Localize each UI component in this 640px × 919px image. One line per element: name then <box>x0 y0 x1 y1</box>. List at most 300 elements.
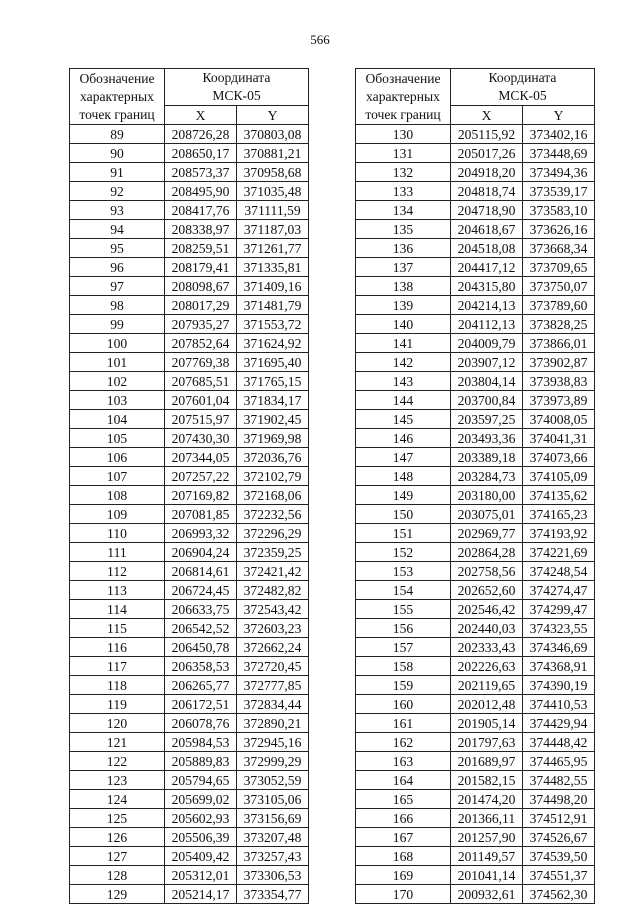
y-cell: 373828,25 <box>523 315 595 334</box>
y-cell: 373207,48 <box>237 828 309 847</box>
point-id-cell: 95 <box>70 239 165 258</box>
point-id-cell: 167 <box>356 828 451 847</box>
y-cell: 372543,42 <box>237 600 309 619</box>
point-id-cell: 92 <box>70 182 165 201</box>
table-row <box>70 220 309 239</box>
table-row <box>356 657 595 676</box>
table-row <box>356 676 595 695</box>
y-cell: 373709,65 <box>523 258 595 277</box>
x-cell: 203180,00 <box>451 486 523 505</box>
point-id-cell: 156 <box>356 619 451 638</box>
y-cell: 373789,60 <box>523 296 595 315</box>
point-id-cell: 161 <box>356 714 451 733</box>
table-row <box>70 676 309 695</box>
x-cell: 204009,79 <box>451 334 523 353</box>
point-id-cell: 105 <box>70 429 165 448</box>
y-cell: 372945,16 <box>237 733 309 752</box>
point-id-cell: 96 <box>70 258 165 277</box>
y-cell: 373494,36 <box>523 163 595 182</box>
x-cell: 201797,63 <box>451 733 523 752</box>
table-row <box>356 429 595 448</box>
x-cell: 207515,97 <box>165 410 237 429</box>
y-cell: 372359,25 <box>237 543 309 562</box>
y-cell: 373257,43 <box>237 847 309 866</box>
point-id-cell: 158 <box>356 657 451 676</box>
y-cell: 372662,24 <box>237 638 309 657</box>
table-row <box>70 790 309 809</box>
table-row <box>70 486 309 505</box>
y-cell: 372168,06 <box>237 486 309 505</box>
x-cell: 205115,92 <box>451 125 523 144</box>
table-row <box>70 619 309 638</box>
x-cell: 202119,65 <box>451 676 523 695</box>
x-cell: 208259,51 <box>165 239 237 258</box>
table-row <box>70 353 309 372</box>
x-cell: 203907,12 <box>451 353 523 372</box>
x-cell: 208338,97 <box>165 220 237 239</box>
table-row <box>70 410 309 429</box>
point-id-cell: 147 <box>356 448 451 467</box>
y-cell: 372102,79 <box>237 467 309 486</box>
point-id-cell: 166 <box>356 809 451 828</box>
table-row <box>70 182 309 201</box>
y-cell: 374193,92 <box>523 524 595 543</box>
table-row <box>356 353 595 372</box>
y-cell: 373354,77 <box>237 885 309 904</box>
y-cell: 372296,29 <box>237 524 309 543</box>
x-cell: 206993,32 <box>165 524 237 543</box>
table-row <box>356 809 595 828</box>
y-cell: 374465,95 <box>523 752 595 771</box>
x-cell: 205699,02 <box>165 790 237 809</box>
table-row <box>356 866 595 885</box>
x-cell: 206358,53 <box>165 657 237 676</box>
point-id-cell: 151 <box>356 524 451 543</box>
table-row <box>70 866 309 885</box>
table-row <box>70 657 309 676</box>
table-row <box>70 885 309 904</box>
table-row <box>356 828 595 847</box>
point-id-cell: 152 <box>356 543 451 562</box>
table-row <box>70 296 309 315</box>
x-cell: 206904,24 <box>165 543 237 562</box>
point-id-cell: 127 <box>70 847 165 866</box>
x-cell: 201689,97 <box>451 752 523 771</box>
x-cell: 207257,22 <box>165 467 237 486</box>
x-cell: 201366,11 <box>451 809 523 828</box>
x-cell: 208098,67 <box>165 277 237 296</box>
x-cell: 207769,38 <box>165 353 237 372</box>
table-row <box>70 581 309 600</box>
table-row <box>356 220 595 239</box>
point-id-cell: 165 <box>356 790 451 809</box>
point-id-cell: 97 <box>70 277 165 296</box>
x-cell: 206724,45 <box>165 581 237 600</box>
y-cell: 372834,44 <box>237 695 309 714</box>
table-row <box>356 695 595 714</box>
x-cell: 200932,61 <box>451 885 523 904</box>
y-cell: 374248,54 <box>523 562 595 581</box>
table-row <box>356 847 595 866</box>
point-id-cell: 124 <box>70 790 165 809</box>
table-row <box>356 790 595 809</box>
point-id-cell: 100 <box>70 334 165 353</box>
y-cell: 374323,55 <box>523 619 595 638</box>
table-row <box>356 448 595 467</box>
y-cell: 372999,29 <box>237 752 309 771</box>
x-cell: 203284,73 <box>451 467 523 486</box>
y-cell: 374346,69 <box>523 638 595 657</box>
table-row <box>70 695 309 714</box>
points-header: Обозначение характерных точек границ <box>356 69 451 125</box>
x-cell: 208017,29 <box>165 296 237 315</box>
y-cell: 374429,94 <box>523 714 595 733</box>
table-row <box>70 505 309 524</box>
y-cell: 373973,89 <box>523 391 595 410</box>
y-cell: 374165,23 <box>523 505 595 524</box>
x-cell: 207852,64 <box>165 334 237 353</box>
y-cell: 374008,05 <box>523 410 595 429</box>
x-cell: 202012,48 <box>451 695 523 714</box>
x-cell: 208495,90 <box>165 182 237 201</box>
point-id-cell: 107 <box>70 467 165 486</box>
point-id-cell: 136 <box>356 239 451 258</box>
y-cell: 372482,82 <box>237 581 309 600</box>
point-id-cell: 169 <box>356 866 451 885</box>
point-id-cell: 139 <box>356 296 451 315</box>
y-cell: 373866,01 <box>523 334 595 353</box>
table-row <box>356 581 595 600</box>
table-row <box>70 638 309 657</box>
point-id-cell: 116 <box>70 638 165 657</box>
coordinates-table-left <box>69 68 309 904</box>
point-id-cell: 103 <box>70 391 165 410</box>
point-id-cell: 121 <box>70 733 165 752</box>
x-cell: 206078,76 <box>165 714 237 733</box>
table-row <box>70 809 309 828</box>
x-cell: 207169,82 <box>165 486 237 505</box>
point-id-cell: 142 <box>356 353 451 372</box>
table-row <box>70 752 309 771</box>
table-row <box>356 410 595 429</box>
table-row <box>70 258 309 277</box>
table-row <box>356 885 595 904</box>
y-cell: 374135,62 <box>523 486 595 505</box>
x-cell: 205794,65 <box>165 771 237 790</box>
x-cell: 207935,27 <box>165 315 237 334</box>
point-id-cell: 91 <box>70 163 165 182</box>
table-row <box>356 752 595 771</box>
x-cell: 201041,14 <box>451 866 523 885</box>
x-cell: 202758,56 <box>451 562 523 581</box>
table-row <box>70 714 309 733</box>
x-cell: 208573,37 <box>165 163 237 182</box>
point-id-cell: 125 <box>70 809 165 828</box>
table-row <box>70 600 309 619</box>
table-row <box>70 733 309 752</box>
point-id-cell: 122 <box>70 752 165 771</box>
point-id-cell: 101 <box>70 353 165 372</box>
x-cell: 204214,13 <box>451 296 523 315</box>
y-cell: 374368,91 <box>523 657 595 676</box>
table-row <box>356 201 595 220</box>
x-cell: 206450,78 <box>165 638 237 657</box>
y-cell: 370958,68 <box>237 163 309 182</box>
y-cell: 371187,03 <box>237 220 309 239</box>
point-id-cell: 132 <box>356 163 451 182</box>
point-id-cell: 159 <box>356 676 451 695</box>
point-id-cell: 114 <box>70 600 165 619</box>
point-id-cell: 110 <box>70 524 165 543</box>
y-cell: 370881,21 <box>237 144 309 163</box>
y-cell: 372720,45 <box>237 657 309 676</box>
table-row <box>356 372 595 391</box>
x-cell: 204918,20 <box>451 163 523 182</box>
table-row <box>70 543 309 562</box>
y-header: Y <box>237 106 309 125</box>
point-id-cell: 108 <box>70 486 165 505</box>
y-cell: 373626,16 <box>523 220 595 239</box>
x-cell: 202440,03 <box>451 619 523 638</box>
point-id-cell: 90 <box>70 144 165 163</box>
point-id-cell: 148 <box>356 467 451 486</box>
y-cell: 374498,20 <box>523 790 595 809</box>
table-row <box>70 562 309 581</box>
x-cell: 205409,42 <box>165 847 237 866</box>
point-id-cell: 168 <box>356 847 451 866</box>
table-row <box>356 163 595 182</box>
point-id-cell: 162 <box>356 733 451 752</box>
point-id-cell: 145 <box>356 410 451 429</box>
y-cell: 374526,67 <box>523 828 595 847</box>
x-cell: 205984,53 <box>165 733 237 752</box>
y-cell: 374562,30 <box>523 885 595 904</box>
x-cell: 202226,63 <box>451 657 523 676</box>
y-cell: 373306,53 <box>237 866 309 885</box>
point-id-cell: 160 <box>356 695 451 714</box>
point-id-cell: 109 <box>70 505 165 524</box>
y-cell: 370803,08 <box>237 125 309 144</box>
table-row <box>356 562 595 581</box>
table-row <box>70 391 309 410</box>
point-id-cell: 135 <box>356 220 451 239</box>
coords-header: Координата МСК-05 <box>451 69 595 106</box>
point-id-cell: 128 <box>70 866 165 885</box>
y-cell: 371261,77 <box>237 239 309 258</box>
x-cell: 201582,15 <box>451 771 523 790</box>
y-cell: 374073,66 <box>523 448 595 467</box>
table-row <box>356 391 595 410</box>
point-id-cell: 154 <box>356 581 451 600</box>
x-cell: 206542,52 <box>165 619 237 638</box>
point-id-cell: 115 <box>70 619 165 638</box>
table-row <box>70 847 309 866</box>
y-cell: 371335,81 <box>237 258 309 277</box>
x-cell: 201905,14 <box>451 714 523 733</box>
y-cell: 373938,83 <box>523 372 595 391</box>
table-row <box>356 486 595 505</box>
table-row <box>356 714 595 733</box>
x-header: X <box>165 106 237 125</box>
table-row <box>356 296 595 315</box>
table-row <box>356 619 595 638</box>
point-id-cell: 99 <box>70 315 165 334</box>
x-cell: 208650,17 <box>165 144 237 163</box>
y-header: Y <box>523 106 595 125</box>
table-row <box>356 505 595 524</box>
y-cell: 374274,47 <box>523 581 595 600</box>
y-cell: 373668,34 <box>523 239 595 258</box>
table-row <box>356 771 595 790</box>
y-cell: 373052,59 <box>237 771 309 790</box>
point-id-cell: 102 <box>70 372 165 391</box>
table-row <box>70 163 309 182</box>
x-cell: 201257,90 <box>451 828 523 847</box>
y-cell: 373448,69 <box>523 144 595 163</box>
y-cell: 374410,53 <box>523 695 595 714</box>
y-cell: 372777,85 <box>237 676 309 695</box>
point-id-cell: 89 <box>70 125 165 144</box>
x-cell: 205312,01 <box>165 866 237 885</box>
x-cell: 206633,75 <box>165 600 237 619</box>
y-cell: 373156,69 <box>237 809 309 828</box>
point-id-cell: 112 <box>70 562 165 581</box>
y-cell: 373750,07 <box>523 277 595 296</box>
point-id-cell: 140 <box>356 315 451 334</box>
point-id-cell: 155 <box>356 600 451 619</box>
point-id-cell: 134 <box>356 201 451 220</box>
table-row <box>70 277 309 296</box>
point-id-cell: 153 <box>356 562 451 581</box>
point-id-cell: 104 <box>70 410 165 429</box>
x-cell: 208417,76 <box>165 201 237 220</box>
table-row <box>70 429 309 448</box>
y-cell: 374539,50 <box>523 847 595 866</box>
y-cell: 373105,06 <box>237 790 309 809</box>
x-cell: 204315,80 <box>451 277 523 296</box>
table-row <box>70 125 309 144</box>
y-cell: 371409,16 <box>237 277 309 296</box>
x-cell: 203075,01 <box>451 505 523 524</box>
point-id-cell: 93 <box>70 201 165 220</box>
point-id-cell: 117 <box>70 657 165 676</box>
x-cell: 204818,74 <box>451 182 523 201</box>
table-row <box>356 144 595 163</box>
x-cell: 204718,90 <box>451 201 523 220</box>
y-cell: 372421,42 <box>237 562 309 581</box>
y-cell: 371969,98 <box>237 429 309 448</box>
y-cell: 372890,21 <box>237 714 309 733</box>
point-id-cell: 119 <box>70 695 165 714</box>
point-id-cell: 133 <box>356 182 451 201</box>
y-cell: 371481,79 <box>237 296 309 315</box>
table-row <box>70 239 309 258</box>
y-cell: 371765,15 <box>237 372 309 391</box>
y-cell: 371695,40 <box>237 353 309 372</box>
table-row <box>70 315 309 334</box>
table-row <box>356 600 595 619</box>
table-row <box>356 125 595 144</box>
y-cell: 374105,09 <box>523 467 595 486</box>
y-cell: 372036,76 <box>237 448 309 467</box>
x-cell: 205214,17 <box>165 885 237 904</box>
x-cell: 202333,43 <box>451 638 523 657</box>
x-cell: 207601,04 <box>165 391 237 410</box>
points-header: Обозначение характерных точек границ <box>70 69 165 125</box>
point-id-cell: 138 <box>356 277 451 296</box>
y-cell: 374221,69 <box>523 543 595 562</box>
table-row <box>356 543 595 562</box>
x-cell: 204417,12 <box>451 258 523 277</box>
coordinates-table-right <box>355 68 595 904</box>
x-cell: 202546,42 <box>451 600 523 619</box>
x-cell: 206814,61 <box>165 562 237 581</box>
y-cell: 373539,17 <box>523 182 595 201</box>
x-cell: 203597,25 <box>451 410 523 429</box>
y-cell: 372232,56 <box>237 505 309 524</box>
x-cell: 208726,28 <box>165 125 237 144</box>
y-cell: 373902,87 <box>523 353 595 372</box>
y-cell: 374390,19 <box>523 676 595 695</box>
x-cell: 208179,41 <box>165 258 237 277</box>
table-row <box>356 258 595 277</box>
point-id-cell: 164 <box>356 771 451 790</box>
point-id-cell: 143 <box>356 372 451 391</box>
point-id-cell: 157 <box>356 638 451 657</box>
x-cell: 207685,51 <box>165 372 237 391</box>
y-cell: 371624,92 <box>237 334 309 353</box>
x-cell: 207430,30 <box>165 429 237 448</box>
x-cell: 202969,77 <box>451 524 523 543</box>
point-id-cell: 144 <box>356 391 451 410</box>
y-cell: 374448,42 <box>523 733 595 752</box>
table-row <box>70 828 309 847</box>
y-cell: 374512,91 <box>523 809 595 828</box>
table-row <box>70 334 309 353</box>
x-cell: 203804,14 <box>451 372 523 391</box>
point-id-cell: 106 <box>70 448 165 467</box>
point-id-cell: 129 <box>70 885 165 904</box>
x-cell: 203700,84 <box>451 391 523 410</box>
y-cell: 371111,59 <box>237 201 309 220</box>
y-cell: 371553,72 <box>237 315 309 334</box>
x-cell: 205889,83 <box>165 752 237 771</box>
y-cell: 374299,47 <box>523 600 595 619</box>
x-cell: 204618,67 <box>451 220 523 239</box>
x-cell: 202652,60 <box>451 581 523 600</box>
table-row <box>356 638 595 657</box>
point-id-cell: 137 <box>356 258 451 277</box>
point-id-cell: 111 <box>70 543 165 562</box>
point-id-cell: 126 <box>70 828 165 847</box>
table-row <box>70 771 309 790</box>
x-cell: 205017,26 <box>451 144 523 163</box>
table-row <box>356 182 595 201</box>
table-row <box>356 239 595 258</box>
x-cell: 207344,05 <box>165 448 237 467</box>
x-cell: 204112,13 <box>451 315 523 334</box>
coords-header: Координата МСК-05 <box>165 69 309 106</box>
x-cell: 205506,39 <box>165 828 237 847</box>
x-cell: 202864,28 <box>451 543 523 562</box>
point-id-cell: 170 <box>356 885 451 904</box>
table-row <box>70 524 309 543</box>
x-header: X <box>451 106 523 125</box>
table-row <box>356 315 595 334</box>
table-row <box>70 448 309 467</box>
point-id-cell: 163 <box>356 752 451 771</box>
table-row <box>70 372 309 391</box>
